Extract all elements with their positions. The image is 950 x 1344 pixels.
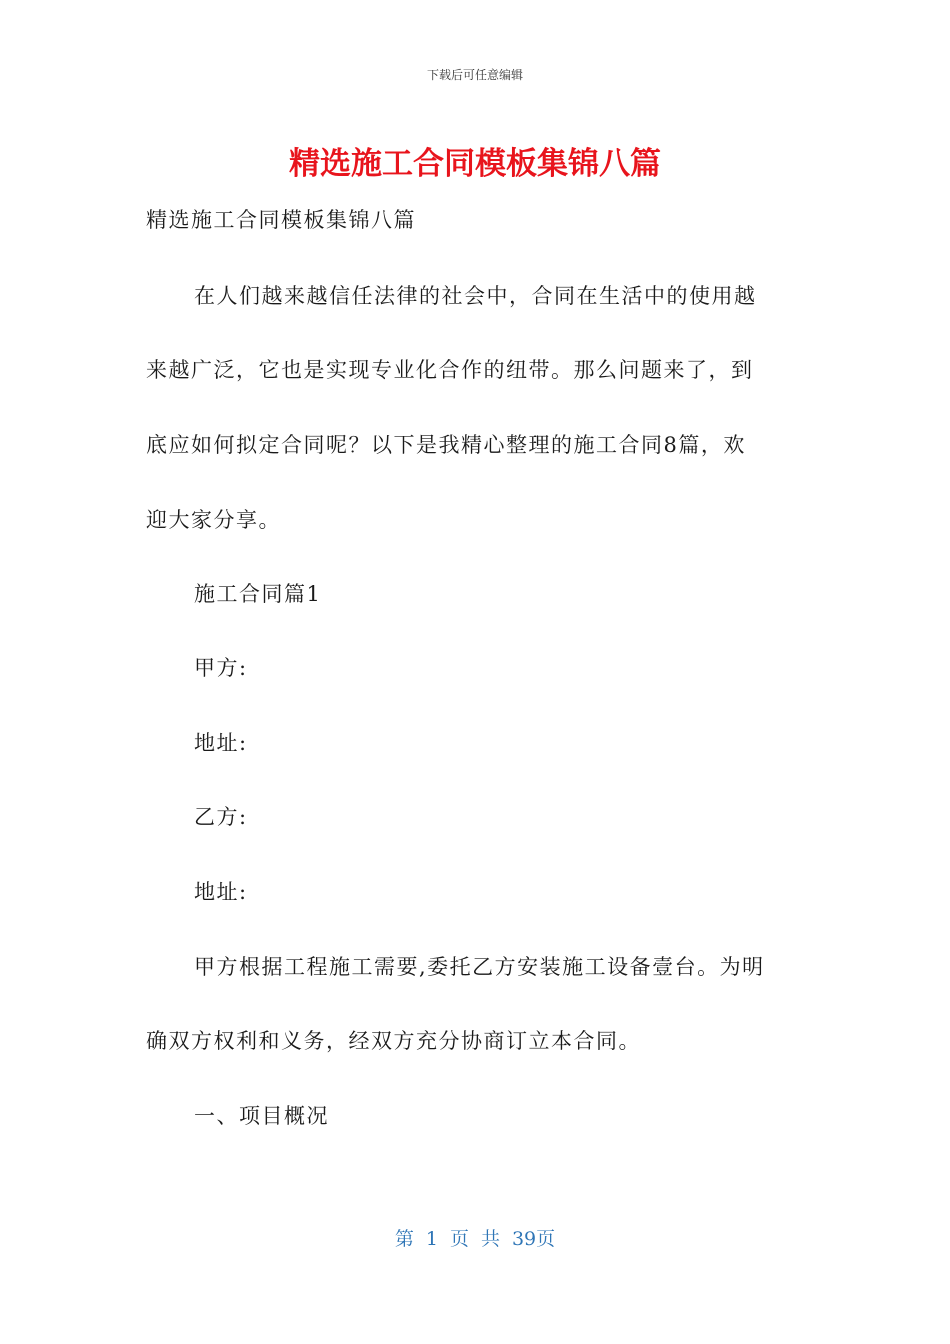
purpose-line-2: 确双方权利和义务，经双方充分协商订立本合同。 bbox=[146, 1029, 641, 1053]
purpose-line-1: 甲方根据工程施工需要,委托乙方安装施工设备壹台。为明 bbox=[194, 955, 765, 979]
section-title: 施工合同篇1 bbox=[194, 582, 322, 606]
document-title: 精选施工合同模板集锦八篇 bbox=[289, 146, 661, 182]
item-heading-1: 一、项目概况 bbox=[194, 1104, 329, 1128]
party-b-label: 乙方: bbox=[194, 805, 248, 829]
address-b-label: 地址: bbox=[194, 880, 248, 904]
footer-page-word: 页 bbox=[449, 1228, 469, 1250]
footer-page-number: 1 bbox=[425, 1228, 438, 1250]
intro-line-3: 底应如何拟定合同呢？以下是我精心整理的施工合同8篇，欢 bbox=[146, 433, 746, 457]
footer-total-word: 共 bbox=[480, 1228, 500, 1250]
party-a-label: 甲方: bbox=[194, 656, 248, 680]
intro-line-1: 在人们越来越信任法律的社会中，合同在生活中的使用越 bbox=[194, 284, 757, 308]
address-a-label: 地址: bbox=[194, 731, 248, 755]
page-header-note: 下载后可任意编辑 bbox=[426, 68, 523, 82]
footer-total-pages: 39页 bbox=[511, 1228, 556, 1250]
intro-line-4: 迎大家分享。 bbox=[146, 508, 281, 532]
document-subtitle: 精选施工合同模板集锦八篇 bbox=[146, 208, 416, 232]
intro-line-2: 来越广泛，它也是实现专业化合作的纽带。那么问题来了，到 bbox=[146, 358, 754, 382]
page-footer bbox=[0, 1226, 950, 1252]
footer-prefix: 第 bbox=[394, 1228, 414, 1250]
